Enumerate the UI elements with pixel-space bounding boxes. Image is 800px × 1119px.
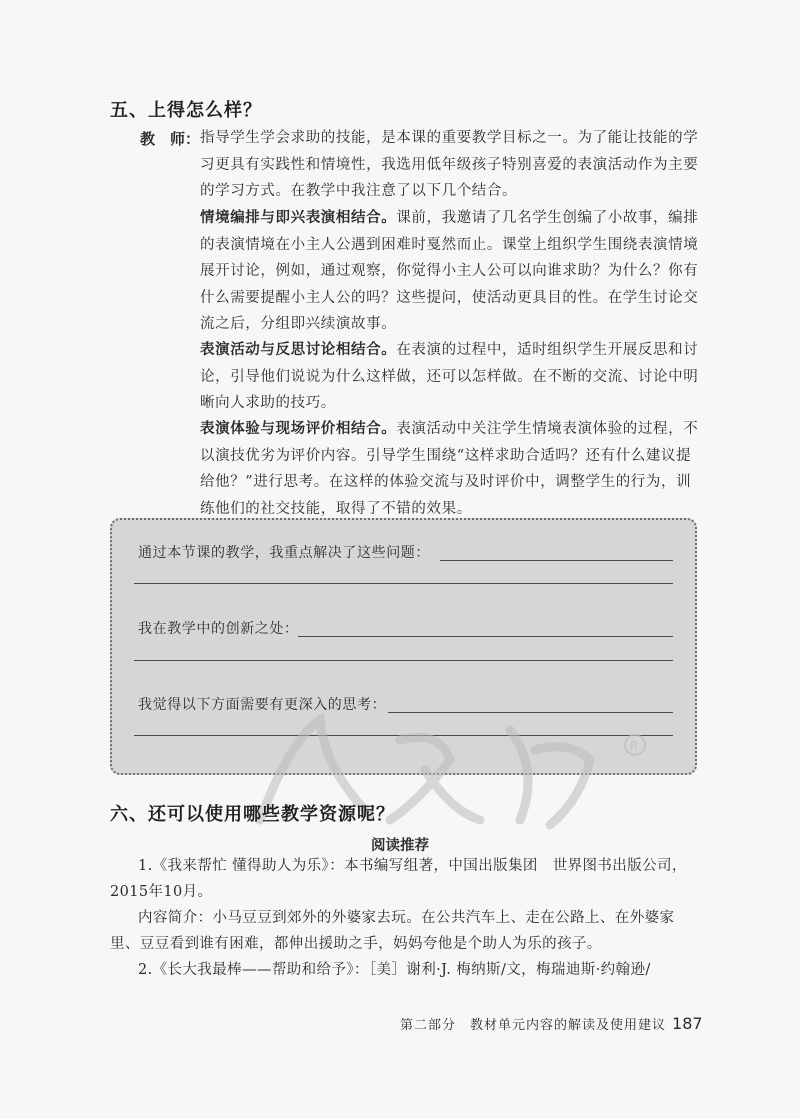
paragraph-performance-reflection xyxy=(200,337,700,417)
footer-section-text: 第二部分 教材单元内容的解读及使用建议 xyxy=(400,1018,667,1033)
section-heading-evaluation: 五、上得怎么样？ xyxy=(110,100,262,121)
reflection-prompt-innovation: 我在教学中的创新之处： xyxy=(138,621,299,637)
paragraph-text: 在表演的过程中，适时组织学生开展反思和讨论，引导他们说说为什么这样做，还可以怎样做。在不断的交流、讨论中明晰向人求助的技巧。 xyxy=(200,342,699,411)
answer-line[interactable] xyxy=(134,660,673,661)
paragraph-text: 表演活动中关注学生情境表演体验的过程，不以演技优劣为评价内容。引导学生围绕“这样求助合适吗？还有什么建议提给他？”进行思考。在这样的体验交流与及时评价中，调整学生的行为，训练他们的社交技能，取得了不错的效果。 xyxy=(200,421,699,517)
section-heading-resources: 六、还可以使用哪些教学资源呢？ xyxy=(110,804,395,825)
paragraph-lead: 情境编排与即兴表演相结合。 xyxy=(200,210,397,226)
page-footer xyxy=(400,1014,703,1033)
answer-line[interactable] xyxy=(440,560,673,561)
reflection-box xyxy=(110,518,697,775)
teacher-label: 教 师： xyxy=(140,130,201,148)
reading-item-1-summary: 内容简介：小马豆豆到郊外的外婆家去玩。在公共汽车上、走在公路上、在外婆家里、豆豆看到谁有困难，都伸出援助之手，妈妈夸他是个助人为乐的孩子。 xyxy=(110,910,675,952)
paragraph-text: 课前，我邀请了几名学生创编了小故事，编排的表演情境在小主人公遇到困难时戛然而止。课堂上组织学生围绕表演情境展开讨论，例如，通过观察，你觉得小主人公可以向谁求助？为什么？你有什么需要提醒小主人公的吗？这些提问，使活动更具目的性。在学生讨论交流之后，分组即兴续演故事。 xyxy=(200,210,699,332)
answer-line[interactable] xyxy=(388,712,673,713)
answer-line[interactable] xyxy=(134,735,673,736)
paragraph-lead: 表演活动与反思讨论相结合。 xyxy=(200,342,397,358)
reading-recommendation-title: 阅读推荐 xyxy=(371,838,429,854)
paragraph-situation-improv xyxy=(200,205,700,338)
intro-paragraph: 指导学生学会求助的技能，是本课的重要教学目标之一。为了能让技能的学习更具有实践性和情境性，我选用低年级孩子特别喜爱的表演活动作为主要的学习方式。在教学中我注意了以下几个结合。 xyxy=(200,130,699,199)
page-number: 187 xyxy=(672,1014,703,1033)
answer-line[interactable] xyxy=(134,583,673,584)
reading-item-1: 1.《我来帮忙 懂得助人为乐》：本书编写组著，中国出版集团 世界图书出版公司，2015年10月。 xyxy=(110,858,687,900)
reading-item-2: 2.《长大我最棒——帮助和给予》：［美］谢利·J. 梅纳斯/文，梅瑞迪斯·约翰逊/ xyxy=(138,962,651,978)
svg-text:R: R xyxy=(630,739,639,753)
reflection-prompt-deeper-thinking: 我觉得以下方面需要有更深入的思考： xyxy=(138,697,387,713)
paragraph-lead: 表演体验与现场评价相结合。 xyxy=(200,421,397,437)
reflection-prompt-problems: 通过本节课的教学，我重点解决了这些问题： xyxy=(138,545,430,561)
paragraph-experience-evaluation xyxy=(200,416,700,522)
answer-line[interactable] xyxy=(298,636,673,637)
